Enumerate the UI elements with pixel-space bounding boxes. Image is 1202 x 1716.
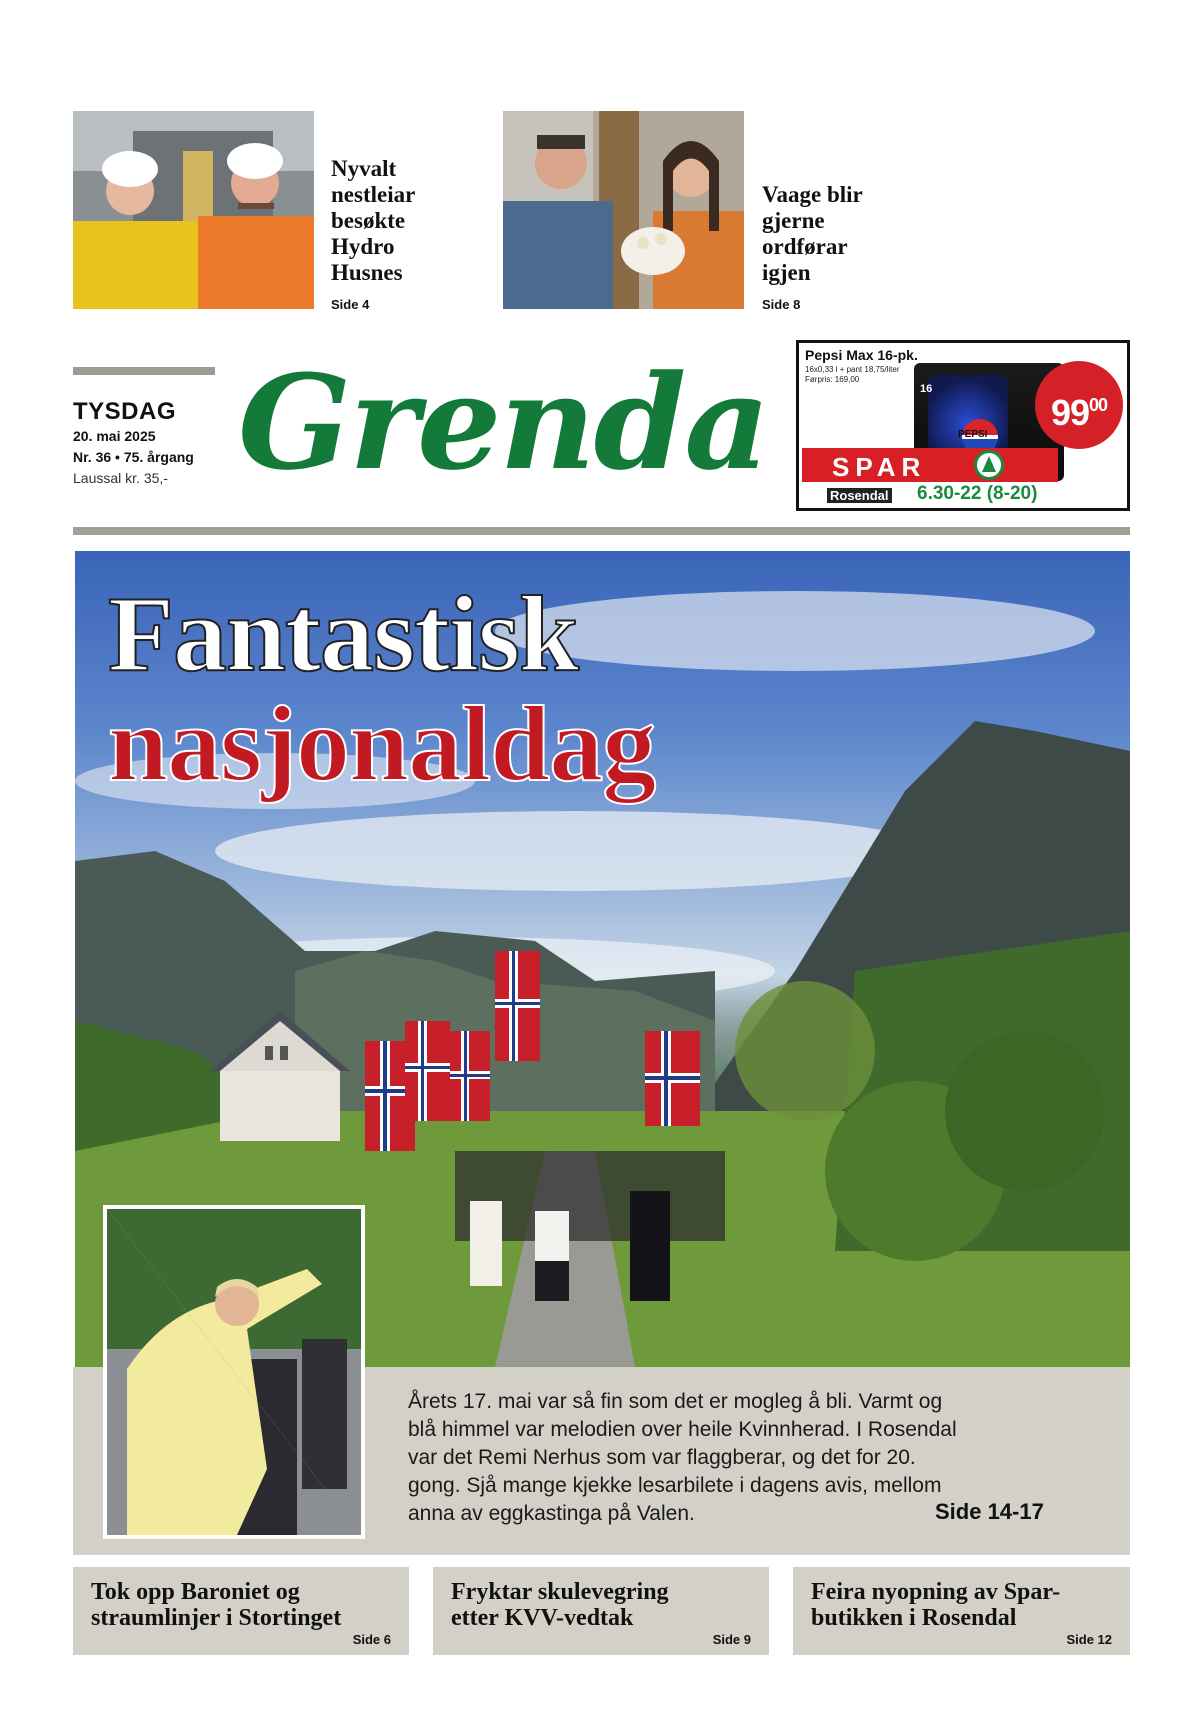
masthead-price: Laussal kr. 35,-	[73, 470, 168, 486]
bottom-teaser-title-line: Tok opp Baroniet og	[91, 1579, 300, 1605]
ad-detail: 16x0,33 l + pant 18,75/liter	[805, 365, 900, 374]
bottom-teaser-title	[811, 1579, 1060, 1631]
spar-banner	[802, 448, 1058, 482]
teaser-title-line: ordførar	[762, 234, 848, 259]
inset-photo-illustration	[107, 1209, 361, 1535]
spar-advertisement[interactable]	[796, 340, 1130, 511]
teaser-title-line: Hydro	[331, 234, 395, 259]
spar-tree-icon	[974, 450, 1004, 480]
teaser-page-vaage: Side 8	[762, 297, 801, 312]
masthead-rule	[73, 527, 1130, 535]
teaser-title-hydro[interactable]	[331, 156, 415, 286]
price-main: 99	[1050, 392, 1089, 433]
spar-brand: SPAR	[832, 452, 927, 482]
bottom-teaser-page: Side 6	[352, 1632, 391, 1647]
teaser-photo-hydro[interactable]	[73, 111, 314, 309]
teaser-title-vaage[interactable]	[762, 182, 863, 286]
pack-count: 16	[920, 383, 933, 395]
ad-price-badge	[1035, 361, 1123, 449]
bottom-teaser-title-line: butikken i Rosendal	[811, 1605, 1017, 1631]
teaser-title-line: nestleiar	[331, 182, 416, 207]
bottom-teaser-title-line: straumlinjer i Stortinget	[91, 1605, 342, 1631]
main-caption: Årets 17. mai var så fin som det er mogleg å bli. Varmt og blå himmel var melodien over heile Kvinnherad. I Rosendal var det Remi Nerhus som var flaggberar, og det for 20. gong. Sjå mange kjekke lesarbilete i dagens avis, mellom anna av eggkastinga på Valen.	[408, 1390, 957, 1525]
bottom-teaser-title-line: etter KVV-vedtak	[451, 1605, 634, 1631]
main-caption-page[interactable]: Side 14-17	[935, 1499, 1044, 1524]
teaser-photo-vaage[interactable]	[503, 111, 744, 309]
ad-previous-price: Førpris: 169,00	[805, 375, 860, 384]
teaser-title-line: besøkte	[331, 208, 406, 233]
hydro-photo-illustration	[73, 111, 314, 309]
masthead-issue: Nr. 36 • 75. årgang	[73, 449, 194, 465]
teaser-title-line: Vaage blir	[762, 182, 863, 207]
bottom-teaser-title-line: Feira nyopning av Spar-	[811, 1579, 1061, 1605]
teaser-page-hydro: Side 4	[331, 297, 370, 312]
teaser-title-line: gjerne	[762, 208, 825, 233]
price-cents: 00	[1089, 395, 1108, 415]
ad-product: Pepsi Max 16-pk.	[805, 347, 918, 363]
main-headline-line1[interactable]: Fantastisk	[108, 575, 579, 694]
pepsi-brand: PEPSI	[958, 429, 988, 440]
ad-location: Rosendal	[827, 488, 892, 503]
bottom-teaser-title	[91, 1579, 341, 1631]
vaage-photo-illustration	[503, 111, 744, 309]
bottom-teaser-skulevegring[interactable]	[433, 1567, 769, 1655]
masthead-date: 20. mai 2025	[73, 428, 156, 444]
teaser-title-line: igjen	[762, 260, 811, 285]
ad-hours: 6.30-22 (8-20)	[917, 483, 1038, 504]
teaser-title-line: Husnes	[331, 260, 403, 285]
bottom-teaser-page: Side 9	[712, 1632, 751, 1647]
bottom-teaser-title	[451, 1579, 669, 1631]
main-headline-line2[interactable]: nasjonaldag	[108, 685, 656, 804]
bottom-teaser-page: Side 12	[1066, 1632, 1112, 1647]
bottom-teaser-spar[interactable]	[793, 1567, 1130, 1655]
teaser-title-line: Nyvalt	[331, 156, 397, 181]
masthead-bar	[73, 367, 215, 375]
inset-photo-egg-throw[interactable]	[103, 1205, 365, 1539]
bottom-teaser-baroniet[interactable]	[73, 1567, 409, 1655]
masthead-day: TYSDAG	[73, 398, 177, 425]
bottom-teaser-title-line: Fryktar skulevegring	[451, 1579, 669, 1605]
newspaper-logo[interactable]: Grenda	[238, 346, 769, 499]
